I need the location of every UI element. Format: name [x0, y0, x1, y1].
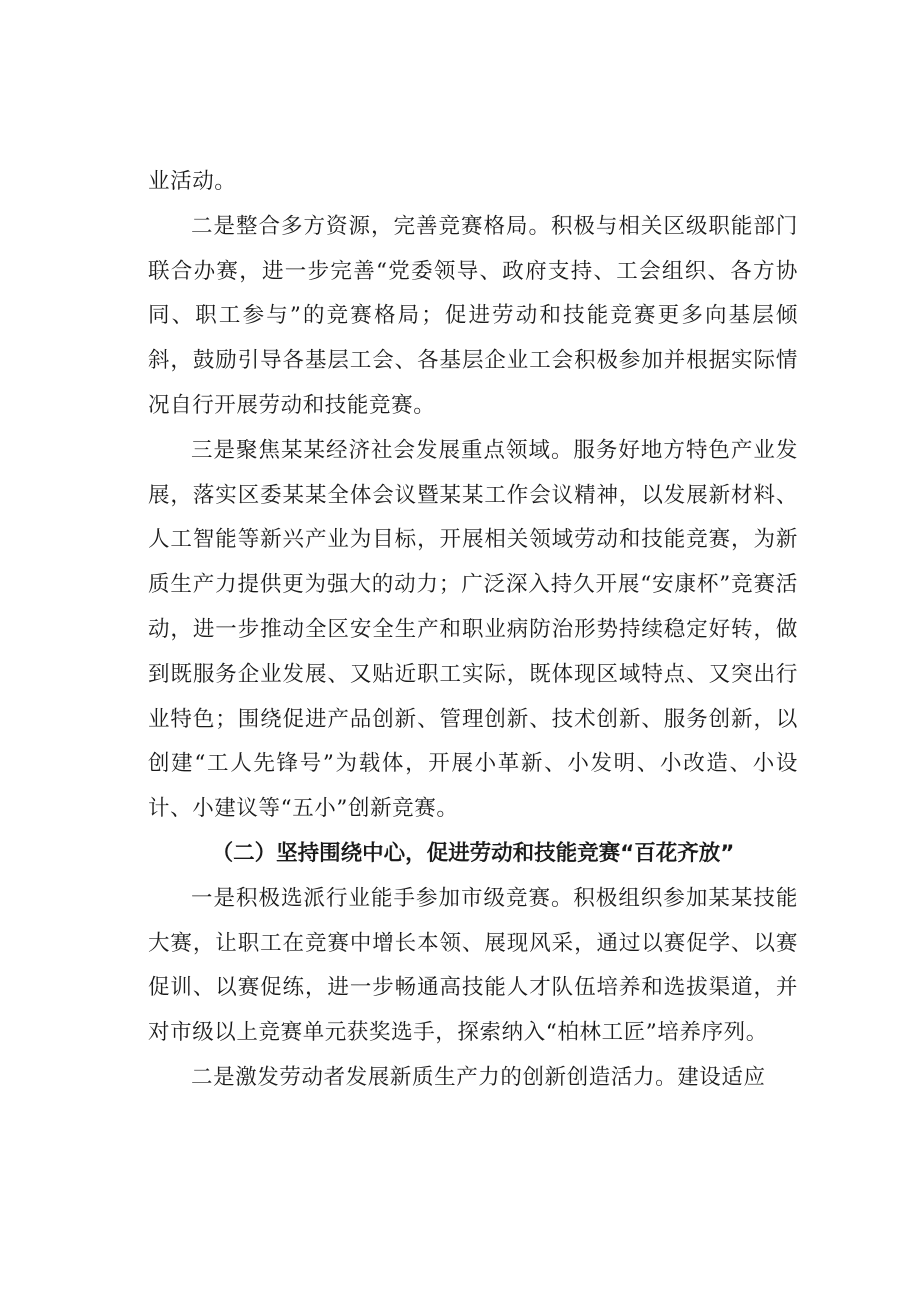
section-heading: （二）坚持围绕中心，促进劳动和技能竞赛“百花齐放”: [211, 840, 735, 866]
paragraph-integrate-resources: 二是整合多方资源，完善竞赛格局。积极与相关区级职能部门联合办赛，进一步完善“党委领导、政府支持、工会组织、各方协同、职工参与”的竞赛格局；促进劳动和技能竞赛更多向基层倾斜，鼓励引导各基层工会、各基层企业工会积极参加并根据实际情况自行开展劳动和技能竞赛。: [148, 213, 798, 418]
paragraph-stimulate-innovation: 二是激发劳动者发展新质生产力的创新创造活力。建设适应: [191, 1064, 766, 1090]
paragraph-focus-key-fields: 三是聚焦某某经济社会发展重点领域。服务好地方特色产业发展，落实区委某某全体会议暨某某工作会议精神，以发展新材料、人工智能等新兴产业为目标，开展相关领域劳动和技能竞赛，为新质生产力提供更为强大的动力；广泛深入持久开展“安康杯”竞赛活动，进一步推动全区安全生产和职业病防治形势持续稳定好转，做到既服务企业发展、又贴近职工实际，既体现区域特点、又突出行业特色；围绕促进产品创新、管理创新、技术创新、服务创新，以创建“工人先锋号”为载体，开展小革新、小发明、小改造、小设计、小建议等“五小”创新竞赛。: [148, 437, 798, 822]
paragraph-select-skilled-workers: 一是积极选派行业能手参加市级竞赛。积极组织参加某某技能大赛，让职工在竞赛中增长本领、展现风采，通过以赛促学、以赛促训、以赛促练，进一步畅通高技能人才队伍培养和选拔渠道，并对市级以上竞赛单元获奖选手，探索纳入“柏林工匠”培养序列。: [148, 885, 798, 1046]
document-body: [148, 160, 798, 1101]
paragraph-continuation: 业活动。: [148, 169, 237, 194]
